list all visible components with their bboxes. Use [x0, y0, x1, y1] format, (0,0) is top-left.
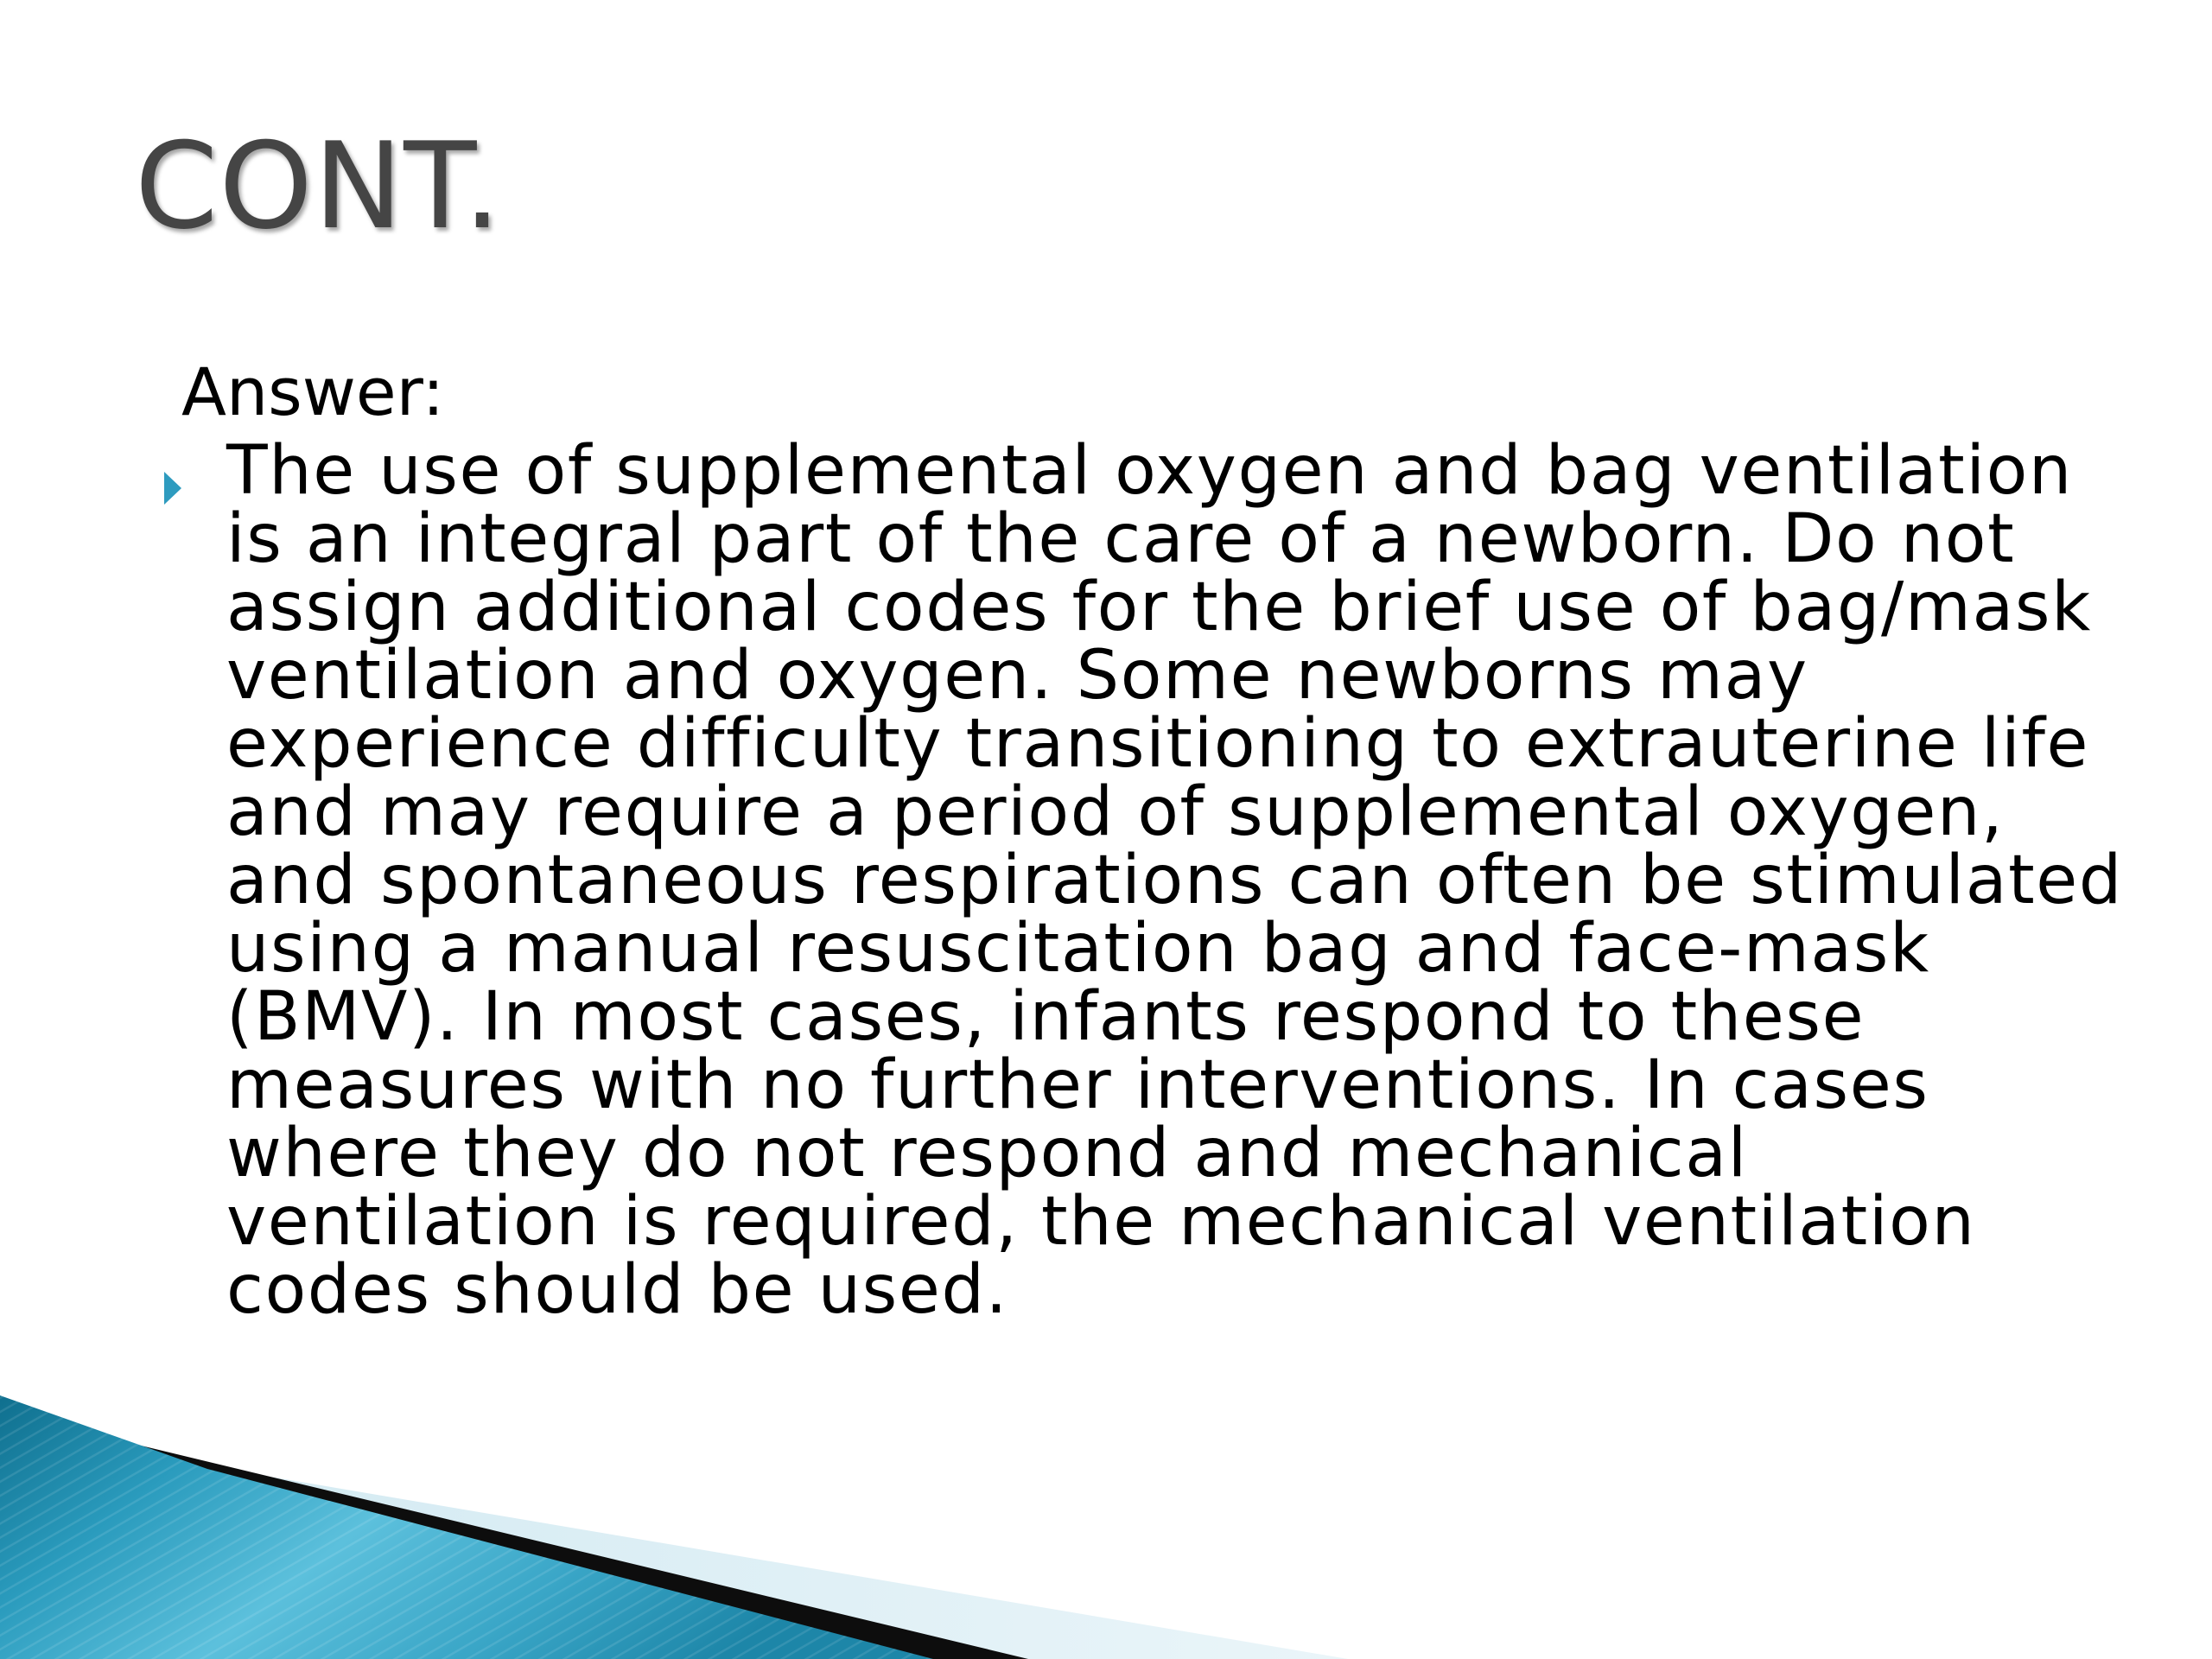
slide-title: CONT.: [135, 117, 502, 256]
dark-band-shape: [112, 1439, 1028, 1659]
answer-label: Answer:: [181, 353, 445, 430]
bullet-list-item: [164, 432, 2134, 1329]
triangle-bullet-icon: [164, 472, 181, 505]
pale-band-shape: [173, 1460, 1348, 1659]
bullet-text: The use of supplemental oxygen and bag ventilation is an integral part of the care of a newborn. Do not assign additional codes for the brief use of bag/mask ventilation and oxygen. Some newborns may experience difficulty transitioning to extrauterine life and may require a period of supplemental oxygen, and spontaneous respirations can often be stimulated using a manual resuscitation bag and face-mask (BMV). In most cases, infants respond to these measures with no further interventions. In cases where they do not respond and mechanical ventilation is required, the mechanical ventilation codes should be used.: [226, 432, 2123, 1329]
blue-wave-shape: [0, 1395, 933, 1659]
